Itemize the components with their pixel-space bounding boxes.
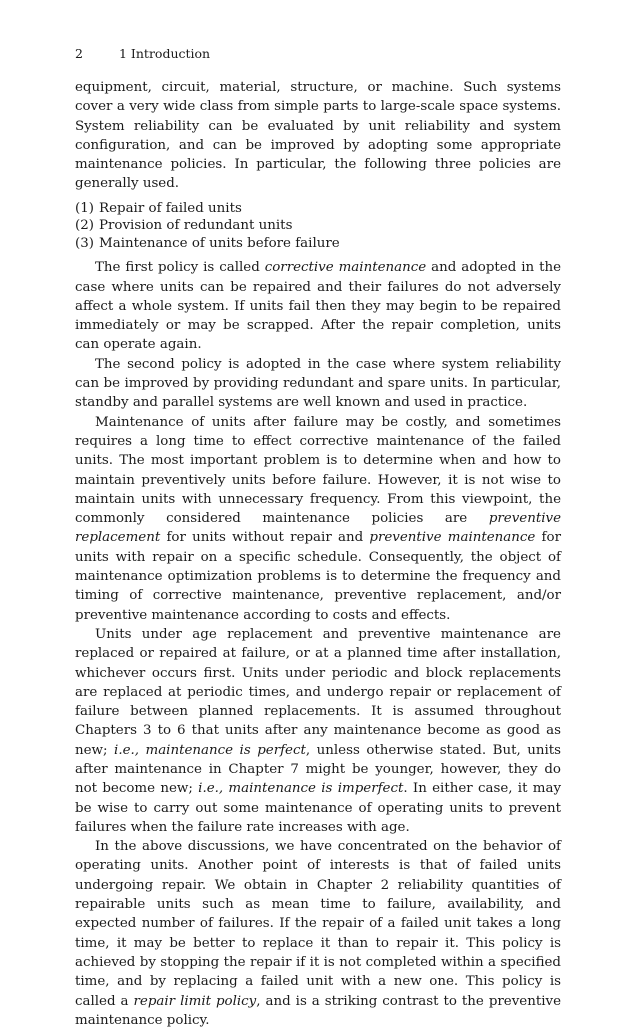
chapter-title: 1 Introduction <box>119 46 211 61</box>
text-run: Maintenance of units after failure may be costly, and sometimes requires a long time to effect corrective maintenance of the failed units. The most important problem is to determine when and how to maintain preventively units before failure. However, it is not wise to maintain units with unnecessary frequency. From this viewpoint, the commonly considered maintenance policies are <box>75 414 561 527</box>
text-run: , unless otherwise stated. But, units after maintenance in Chapter 7 might be younger, however, they do not become new; <box>75 742 562 797</box>
book-page <box>75 44 561 1030</box>
term-preventive-replacement: preventive replacement <box>75 511 561 546</box>
paragraph-repair-limit <box>75 837 561 1030</box>
policy-item <box>75 200 561 218</box>
text-run: for units without repair and <box>160 530 370 546</box>
policy-item <box>75 217 561 235</box>
policy-text: Maintenance of units before failure <box>99 235 340 251</box>
policy-item <box>75 235 561 253</box>
body-text <box>75 78 561 1030</box>
policy-number: (2) <box>75 218 94 234</box>
paragraph-age-replacement <box>75 625 561 837</box>
text-run: and adopted in the case where units can be repaired and their failures do not adversely affect a whole system. If units fail then they may begin to be repaired immediately or may be scrapped. After the repair completion, units can operate again. <box>75 260 562 353</box>
term-maintenance-imperfect: i.e., maintenance is imperfect <box>198 781 404 797</box>
text-run: In the above discussions, we have concentrated on the behavior of operating units. Another point of interests is that of failed units undergoing repair. We obtain in Chapter 2 reliability quantities of repairable units such as mean time to failure, availability, and expected number of failures. If the repair of a failed unit takes a long time, it may be better to replace it than to repair it. This policy is achieved by stopping the repair if it is not completed within a specified time, and by replacing a failed unit with a new one. This policy is called a <box>75 839 561 1009</box>
paragraph-redundant-units: The second policy is adopted in the case where system reliability can be improved by providing redundant and spare units. In particular, standby and parallel systems are well known and used in practice. <box>75 356 561 411</box>
policy-text: Repair of failed units <box>99 200 242 216</box>
policy-number: (1) <box>75 200 94 216</box>
text-run: , and is a striking contrast to the preventive maintenance policy. <box>75 993 561 1028</box>
term-corrective-maintenance: corrective maintenance <box>264 260 427 276</box>
paragraph-preventive-maintenance <box>75 413 561 625</box>
intro-paragraph: equipment, circuit, material, structure, or machine. Such systems cover a very wide class from simple parts to large-scale space systems. System reliability can be evaluated by unit reliability and system configuration, and can be improved by adopting some appropriate maintenance policies. In particular, the following three policies are generally used. <box>75 80 561 192</box>
term-preventive-maintenance: preventive maintenance <box>369 530 536 546</box>
running-head <box>75 44 561 64</box>
text-run: The first policy is called <box>95 260 265 276</box>
term-repair-limit-policy: repair limit policy <box>133 993 257 1009</box>
policy-number: (3) <box>75 235 94 251</box>
policy-list <box>75 200 561 253</box>
page-number: 2 <box>75 46 83 61</box>
text-run: . In either case, it may be wise to carry out some maintenance of operating units to prevent failures when the failure rate increases with age. <box>75 781 562 835</box>
policy-text: Provision of redundant units <box>99 218 293 234</box>
text-run: Units under age replacement and preventive maintenance are replaced or repaired at failure, or at a planned time after installation, whichever occurs first. Units under periodic and block replacements are replaced at periodic times, and undergo repair or replacement of failure between planned replacements. It is assumed throughout Chapters 3 to 6 that units after any maintenance become as good as new; <box>75 626 561 758</box>
term-maintenance-perfect: i.e., maintenance is perfect <box>114 742 306 758</box>
paragraph-corrective-maintenance <box>75 258 561 354</box>
text-run: for units with repair on a specific schedule. Consequently, the object of maintenance optimization problems is to determine the frequency and timing of corrective maintenance, preventive replacement, and/or preventive maintenance according to costs and effects. <box>75 530 561 623</box>
